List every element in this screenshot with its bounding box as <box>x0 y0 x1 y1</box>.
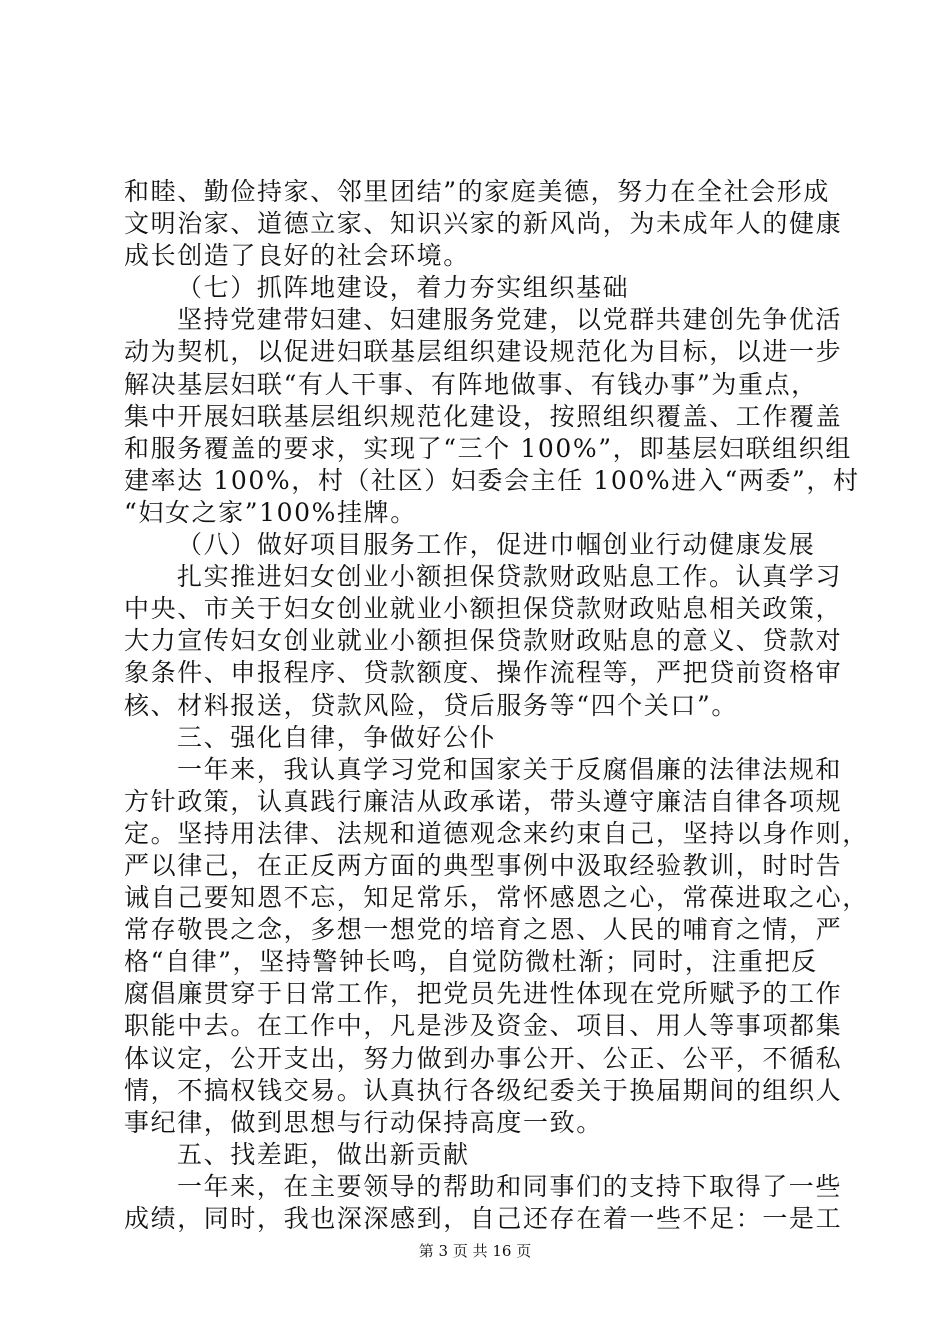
text-line: 大力宣传妇女创业就业小额担保贷款财政贴息的意义、贷款对 <box>124 626 843 656</box>
text-line: 一年来，在主要领导的帮助和同事们的支持下取得了一些 <box>177 1171 843 1201</box>
text-line: 坚持党建带妇建、妇建服务党建，以党群共建创先争优活 <box>177 305 843 335</box>
text-line: “妇女之家”100%挂牌。 <box>124 497 417 527</box>
text-line: 文明治家、道德立家、知识兴家的新风尚，为未成年人的健康 <box>124 209 843 239</box>
text-line: 和睦、勤俭持家、邻里团结”的家庭美德，努力在全社会形成 <box>124 177 830 206</box>
text-line: 五、找差距，做出新贡献 <box>177 1139 470 1169</box>
text-line: 一年来，我认真学习党和国家关于反腐倡廉的法律法规和 <box>177 754 843 784</box>
text-line: 三、强化自律，争做好公仆 <box>177 722 497 752</box>
text-line: 方针政策，认真践行廉洁从政承诺，带头遵守廉洁自律各项规 <box>124 786 843 816</box>
text-line: 定。坚持用法律、法规和道德观念来约束自己，坚持以身作则， <box>124 818 869 848</box>
text-line: 情，不搞权钱交易。认真执行各级纪委关于换届期间的组织人 <box>124 1075 843 1105</box>
text-line: 诫自己要知恩不忘，知足常乐，常怀感恩之心，常葆进取之心， <box>124 883 869 913</box>
text-line: 腐倡廉贯穿于日常工作，把党员先进性体现在党所赋予的工作 <box>124 979 843 1009</box>
text-line: 解决基层妇联“有人干事、有阵地做事、有钱办事”为重点， <box>124 369 818 399</box>
document-body <box>124 176 869 1235</box>
text-line: 事纪律，做到思想与行动保持高度一致。 <box>124 1107 603 1137</box>
text-line: 中央、市关于妇女创业就业小额担保贷款财政贴息相关政策， <box>124 594 843 624</box>
text-line: 和服务覆盖的要求，实现了“三个 100%”，即基层妇联组织组 <box>124 433 852 463</box>
text-line: 格“自律”，坚持警钟长鸣，自觉防微杜渐；同时，注重把反 <box>124 947 818 977</box>
text-line: 象条件、申报程序、贷款额度、操作流程等，严把贷前资格审 <box>124 658 843 688</box>
text-line: 核、材料报送，贷款风险，贷后服务等“四个关口”。 <box>124 690 738 720</box>
text-line: 集中开展妇联基层组织规范化建设，按照组织覆盖、工作覆盖 <box>124 401 843 431</box>
text-line: 扎实推进妇女创业小额担保贷款财政贴息工作。认真学习 <box>177 562 843 592</box>
text-line: （七）抓阵地建设，着力夯实组织基础 <box>177 273 630 303</box>
text-line: 职能中去。在工作中，凡是涉及资金、项目、用人等事项都集 <box>124 1011 843 1041</box>
text-line: 动为契机，以促进妇联基层组织建设规范化为目标，以进一步 <box>124 337 843 367</box>
text-line: （八）做好项目服务工作，促进巾帼创业行动健康发展 <box>177 530 816 560</box>
text-line: 体议定，公开支出，努力做到办事公开、公正、公平，不循私 <box>124 1043 843 1073</box>
page-footer: 第 3 页 共 16 页 <box>418 1242 532 1260</box>
text-line: 成长创造了良好的社会环境。 <box>124 241 470 271</box>
text-line: 建率达 100%，村（社区）妇委会主任 100%进入“两委”，村 <box>124 465 860 495</box>
text-line: 成绩，同时，我也深深感到，自己还存在着一些不足：一是工 <box>124 1204 843 1233</box>
text-line: 严以律己，在正反两方面的典型事例中汲取经验教训，时时告 <box>124 850 843 880</box>
text-line: 常存敬畏之念，多想一想党的培育之恩、人民的哺育之情，严 <box>124 915 843 945</box>
